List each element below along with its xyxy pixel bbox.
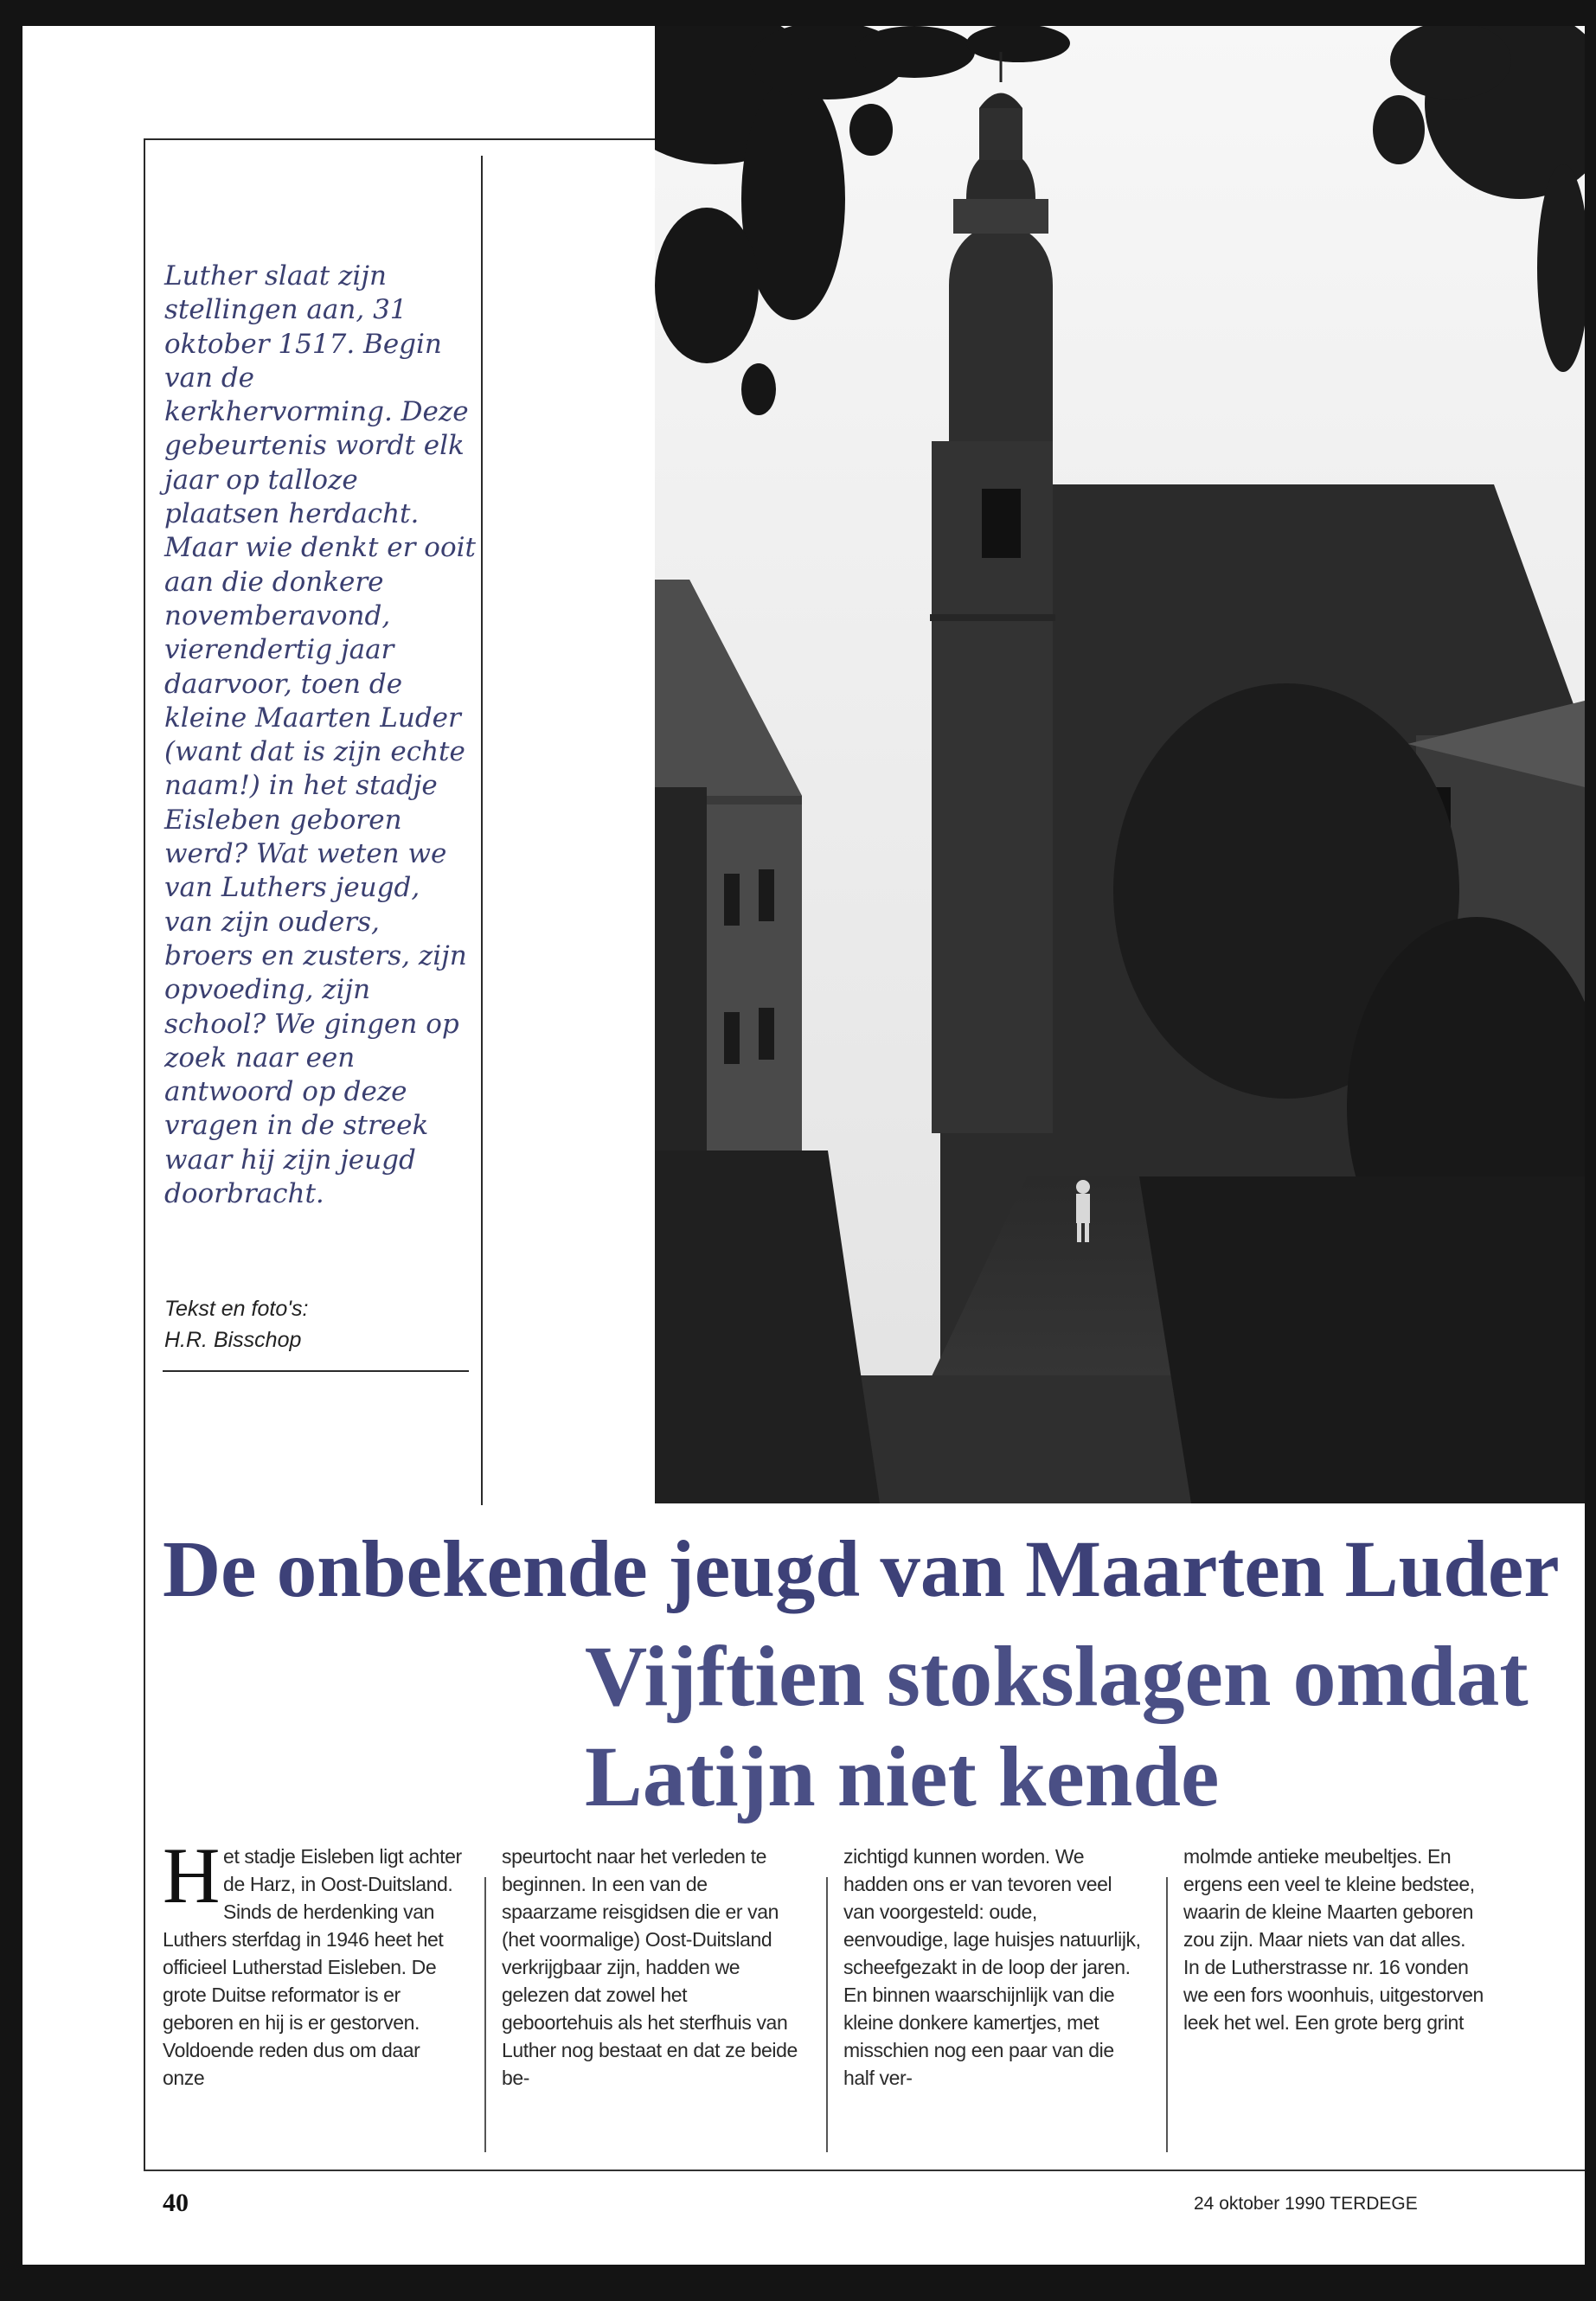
article-kicker: De onbekende jeugd van Maarten Luder (163, 1525, 1560, 1614)
headline-line-2: Latijn niet kende (585, 1728, 1220, 1824)
intro-frame-top (144, 138, 657, 140)
credit-author: H.R. Bisschop (164, 1328, 302, 1352)
intro-divider (163, 1370, 469, 1372)
issue-date: 24 oktober 1990 TERDEGE (1194, 2194, 1418, 2214)
page-number: 40 (163, 2189, 189, 2217)
intro-paragraph: Luther slaat zijn stellingen aan, 31 oktober 1517. Begin van de kerkhervorming. Deze gebeurtenis wordt elk jaar op talloze plaatsen herdacht. Maar wie denkt er ooit aan die donkere novemberavond, vierendertig jaar daarvoor, toen de kleine Maarten Luder (want dat is zijn echte naam!) in het stadje Eisleben geboren werd? Wat weten we van Luthers jeugd, van zijn ouders, broers en zusters, zijn opvoeding, zijn school? We gingen op zoek naar een antwoord op deze vragen in de streek waar hij zijn jeugd doorbracht. (164, 260, 476, 1210)
credit-label: Tekst en foto's: (164, 1297, 309, 1321)
body-column-3: zichtigd kunnen worden. We hadden ons er van tevoren veel van voorgesteld: oude, eenvoudige, lage huisjes natuurlijk, scheefgezakt in de loop der jaren. En binnen waarschijnlijk van die kleine donkere kamertjes, met misschien nog een paar van die half ver- (843, 1845, 1141, 2089)
photo-credit (164, 1293, 476, 1356)
headline-line-1: Vijftien stokslagen omdat (585, 1628, 1529, 1724)
column-divider (826, 1877, 828, 2152)
column-divider (1166, 1877, 1168, 2152)
scan-border-right (1585, 0, 1596, 2301)
article-headline (585, 1626, 1588, 1827)
scan-border-bottom (0, 2265, 1596, 2301)
column-divider (484, 1877, 486, 2152)
body-column-1 (163, 1843, 464, 2150)
church-tower-photo (655, 26, 1585, 1503)
body-column-1-text: et stadje Eisleben ligt achter de Harz, in Oost-Duitsland. Sinds de herdenking van Luthers sterfdag in 1946 heet het officieel Lutherstad Eisleben. De grote Duitse reformator is er geboren en hij is er gestorven. Voldoende reden dus om daar onze (163, 1845, 462, 2089)
scan-border-top (0, 0, 1596, 26)
intro-frame-right (481, 156, 483, 1505)
footer-rule (144, 2170, 1585, 2171)
body-column-2: speurtocht naar het verleden te beginnen. In een van de spaarzame reisgidsen die er van (het voormalige) Oost-Duitsland verkrijgbaar zijn, hadden we gelezen dat zowel het geboortehuis als het sterfhuis van Luther nog bestaat en dat ze beide be- (502, 1845, 798, 2089)
scan-border-left (0, 0, 22, 2301)
body-column-4: molmde antieke meubeltjes. En ergens een veel te kleine bedstee, waarin de kleine Maarten geboren zou zijn. Maar niets van dat alles. In de Lutherstrasse nr. 16 vonden we een fors woonhuis, uitgestorven leek het wel. Een grote berg grint (1183, 1845, 1484, 2034)
intro-frame-left (144, 138, 145, 2171)
drop-cap: H (163, 1843, 221, 1920)
